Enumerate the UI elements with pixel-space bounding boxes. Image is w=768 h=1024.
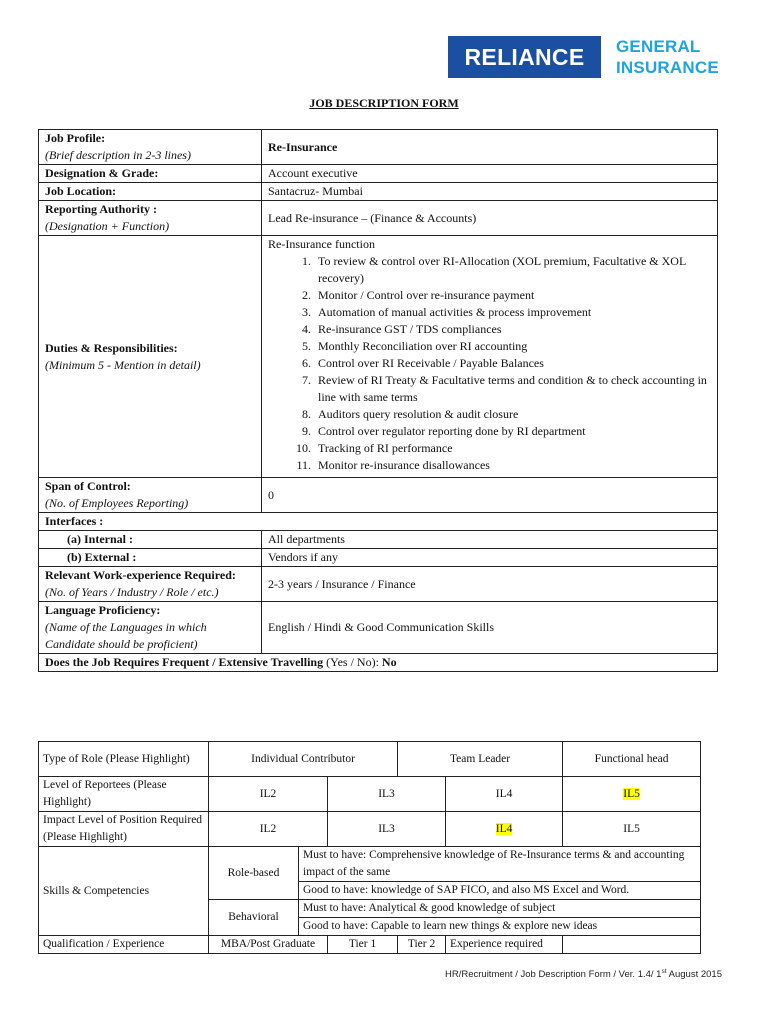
skills-behavioral-label: Behavioral [209,900,299,936]
skills-behavioral-good: Good to have: Capable to learn new things & explore new ideas [299,918,701,936]
duty-item: 1. To review & control over RI-Allocation (XOL premium, Facultative & XOL recovery) [314,253,711,287]
logo-brand: RELIANCE [448,36,601,78]
reportees-il5: IL5 [623,787,640,800]
duty-item: 9. Control over regulator reporting done by RI department [314,423,711,440]
qualification-label: Qualification / Experience [39,936,209,954]
duty-item: 5. Monthly Reconciliation over RI accounting [314,338,711,355]
duty-item: 6. Control over RI Receivable / Payable Balances [314,355,711,372]
skills-role-good: Good to have: knowledge of SAP FICO, and also MS Excel and Word. [299,882,701,900]
reporting-hint: (Designation + Function) [45,219,170,233]
language-label-cell [39,602,262,654]
impact-il3: IL3 [328,812,446,847]
row-skills-role-must [39,847,701,882]
job-profile-label-cell [39,130,262,165]
experience-hint: (No. of Years / Industry / Role / etc.) [45,585,219,599]
duties-list [268,253,711,474]
row-duties [39,236,718,478]
duties-value-cell [262,236,718,478]
language-hint-1: (Name of the Languages in which [45,620,207,634]
qualification-last [563,936,701,954]
row-language [39,602,718,654]
qualification-tier2: Tier 2 [398,936,446,954]
duty-item: 2. Monitor / Control over re-insurance payment [314,287,711,304]
role-grid-table [38,741,701,954]
role-individual-contributor: Individual Contributor [209,742,398,777]
span-label-cell [39,478,262,513]
logo-line-insurance: INSURANCE [616,58,719,77]
footer-sup: st [661,968,667,975]
duties-intro: Re-Insurance function [268,237,375,251]
skills-role-must: Must to have: Comprehensive knowledge of Re-Insurance terms & and accounting impact of the same [299,847,701,882]
span-label: Span of Control: [45,479,131,493]
job-profile-label: Job Profile: [45,131,106,145]
page-title: JOB DESCRIPTION FORM [309,96,459,110]
duties-hint: (Minimum 5 - Mention in detail) [45,357,201,372]
footer-tail: August 2015 [666,969,722,981]
experience-label: Relevant Work-experience Required: [45,568,236,582]
reporting-value: Lead Re-insurance – (Finance & Accounts) [262,201,718,236]
impact-il2: IL2 [209,812,328,847]
company-logo [448,36,719,78]
qualification-tier1: Tier 1 [328,936,398,954]
row-interfaces [39,513,718,531]
travel-label: Does the Job Requires Frequent / Extensive Travelling [45,655,324,669]
reportees-il3: IL3 [328,777,446,812]
external-value: Vendors if any [262,549,718,567]
logo-tagline [616,36,719,78]
row-job-profile [39,130,718,165]
impact-il4-cell [446,812,563,847]
language-hint-2: Candidate should be proficient) [45,637,198,651]
job-profile-hint: (Brief description in 2-3 lines) [45,148,191,162]
row-external [39,549,718,567]
reportees-il4: IL4 [446,777,563,812]
interfaces-label: Interfaces : [39,513,718,531]
impact-label: Impact Level of Position Required (Please Highlight) [39,812,209,847]
role-type-label: Type of Role (Please Highlight) [39,742,209,777]
designation-value: Account executive [262,165,718,183]
experience-label-cell [39,567,262,602]
row-reporting [39,201,718,236]
internal-label: (a) Internal : [39,531,262,549]
row-travel [39,654,718,672]
row-impact [39,812,701,847]
reportees-label: Level of Reportees (Please Highlight) [39,777,209,812]
duty-item: 8. Auditors query resolution & audit closure [314,406,711,423]
duty-item: 7. Review of RI Treaty & Facultative terms and condition & to check accounting in line with same terms [314,372,711,406]
role-team-leader: Team Leader [398,742,563,777]
duties-label-cell [39,236,262,478]
skills-label: Skills & Competencies [39,847,209,936]
travel-options: (Yes / No): [326,655,379,669]
row-reportees [39,777,701,812]
row-designation [39,165,718,183]
reportees-il2: IL2 [209,777,328,812]
language-value: English / Hindi & Good Communication Skills [262,602,718,654]
duty-item: 10. Tracking of RI performance [314,440,711,457]
duties-label: Duties & Responsibilities: [45,340,178,355]
role-functional-head: Functional head [563,742,701,777]
row-qualification [39,936,701,954]
location-value: Santacruz- Mumbai [262,183,718,201]
duty-item: 3. Automation of manual activities & process improvement [314,304,711,321]
row-location [39,183,718,201]
span-hint: (No. of Employees Reporting) [45,496,189,510]
skills-behavioral-must: Must to have: Analytical & good knowledge of subject [299,900,701,918]
job-profile-value: Re-Insurance [262,130,718,165]
location-label: Job Location: [39,183,262,201]
logo-line-general: GENERAL [616,37,701,56]
designation-label: Designation & Grade: [39,165,262,183]
footer-text: HR/Recruitment / Job Description Form / Ver. 1.4/ 1 [445,969,662,981]
skills-role-based-label: Role-based [209,847,299,900]
travel-value: No [381,655,397,669]
page-footer [300,968,722,980]
internal-value: All departments [262,531,718,549]
language-label: Language Proficiency: [45,603,161,617]
qualification-experience: Experience required [446,936,563,954]
duty-item: 4. Re-insurance GST / TDS compliances [314,321,711,338]
span-value: 0 [262,478,718,513]
reporting-label: Reporting Authority : [45,202,157,216]
reportees-il5-cell [563,777,701,812]
impact-il4: IL4 [495,822,513,835]
external-label: (b) External : [39,549,262,567]
duty-item: 11. Monitor re-insurance disallowances [314,457,711,474]
travel-cell [39,654,718,672]
row-span [39,478,718,513]
impact-il5: IL5 [563,812,701,847]
experience-value: 2-3 years / Insurance / Finance [262,567,718,602]
job-description-table [38,129,718,672]
reporting-label-cell [39,201,262,236]
qualification-degree: MBA/Post Graduate [209,936,328,954]
row-role-type [39,742,701,777]
row-experience [39,567,718,602]
row-internal [39,531,718,549]
